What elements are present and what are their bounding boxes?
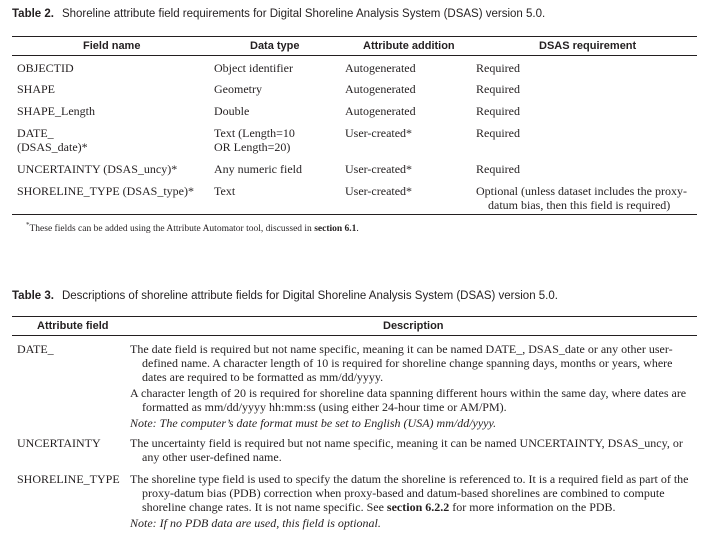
footnote-end: . — [356, 224, 359, 235]
table2-header-dsas-requirement: DSAS requirement — [539, 40, 637, 52]
table3-row3-field: SHORELINE_TYPE — [17, 472, 120, 486]
table2-row1-type: Object identifier — [214, 61, 293, 75]
table3-row3-para1 — [130, 472, 698, 514]
table2-row2-type: Geometry — [214, 82, 262, 96]
table3-row1-note: Note: The computer’s date format must be set to English (USA) mm/dd/yyyy. — [130, 416, 497, 430]
table3-row3-note: Note: If no PDB data are used, this field is optional. — [130, 516, 381, 530]
table2-row6-field: SHORELINE_TYPE (DSAS_type)* — [17, 184, 194, 198]
table2-caption — [12, 8, 545, 20]
table3-top-rule — [12, 316, 697, 317]
table3-row1-para2: A character length of 20 is required for shoreline data spanning different hours within the same day, where dates are formatted as mm/dd/yyyy hh:mm:ss (using either 24-hour time or AM/PM). — [130, 386, 687, 414]
table2-row4-addition: User-created* — [345, 126, 413, 140]
table2-title: Shoreline attribute field requirements for Digital Shoreline Analysis System (DSAS) version 5.0. — [61, 8, 546, 20]
table3-number: Table 3. — [12, 290, 54, 302]
table2-number: Table 2. — [12, 8, 54, 20]
table3-row2-description — [130, 436, 698, 466]
table2-footnote — [26, 221, 359, 234]
footnote-section-link[interactable]: section 6.1 — [314, 224, 357, 235]
table2-row2-requirement: Required — [476, 82, 520, 96]
table3-title: Descriptions of shoreline attribute fields for Digital Shoreline Analysis System (DSAS) version 5.0. — [61, 290, 558, 302]
table2-row4-type-cont: OR Length=20) — [214, 140, 291, 154]
table2-row3-field: SHAPE_Length — [17, 104, 95, 118]
table3-row1-description — [130, 342, 698, 432]
table2-row1-field: OBJECTID — [17, 61, 74, 75]
table2-header-field-name: Field name — [83, 40, 141, 52]
table2-header-data-type: Data type — [250, 40, 300, 52]
table3-header-description: Description — [383, 320, 444, 332]
table2-row3-type: Double — [214, 104, 250, 118]
table3-row3-para1-a: The shoreline type field is used to specify the datum the shoreline is referenced to. It is a required field as part of the proxy-datum bias (PDB) correction when proxy-based and datum-based shorelines are combined to compute shoreline change rates. It is not name specific. See — [130, 472, 689, 514]
table2-row4-requirement: Required — [476, 126, 520, 140]
table2-row6-requirement-cont: datum bias, then this field is required) — [488, 198, 671, 212]
table2-row2-addition: Autogenerated — [345, 82, 416, 96]
table3-header-attribute-field: Attribute field — [37, 320, 109, 332]
table3-row2-field: UNCERTAINTY — [17, 436, 101, 450]
table2-row1-addition: Autogenerated — [345, 61, 416, 75]
table3-header-rule — [12, 335, 697, 336]
table2-row4-type: Text (Length=10 — [214, 126, 295, 140]
table2-row2-field: SHAPE — [17, 82, 56, 96]
footnote-text: These fields can be added using the Attribute Automator tool, discussed in — [29, 224, 315, 235]
footnote-mark: * — [26, 221, 30, 229]
table2-row5-requirement: Required — [476, 162, 520, 176]
table3-caption — [12, 290, 558, 302]
table2-row5-field: UNCERTAINTY (DSAS_uncy)* — [17, 162, 178, 176]
table2-bottom-rule — [12, 214, 697, 215]
table2-row4-field: DATE_ — [17, 126, 54, 140]
table2-row3-requirement: Required — [476, 104, 520, 118]
table3-row2-para1: The uncertainty field is required but not name specific, meaning it can be named UNCERTAINTY, DSAS_uncy, or any other user-defined name. — [130, 436, 683, 464]
table2-row6-requirement: Optional (unless dataset includes the proxy- — [476, 184, 687, 198]
table3-row1-para1: The date field is required but not name specific, meaning it can be named DATE_, DSAS_date or any other user-defined name. A character length of 10 is required for shoreline change spanning days, months or years, where dates are required to be formatted as mm/dd/yyyy. — [130, 342, 673, 384]
table2-row5-addition: User-created* — [345, 162, 413, 176]
table2-header-rule — [12, 55, 697, 56]
table2-row4-field-alias: (DSAS_date)* — [17, 140, 88, 154]
table2-top-rule — [12, 36, 697, 37]
table3-row3-para1-b: for more information on the PDB. — [449, 500, 616, 514]
table3-row1-field: DATE_ — [17, 342, 54, 356]
table2-header-attribute-addition: Attribute addition — [363, 40, 455, 52]
table2-row6-addition: User-created* — [345, 184, 413, 198]
table2-row1-requirement: Required — [476, 61, 520, 75]
section-6-2-2-link[interactable]: section 6.2.2 — [386, 500, 450, 514]
table2-row6-type: Text — [214, 184, 236, 198]
table2-row3-addition: Autogenerated — [345, 104, 416, 118]
table2-row5-type: Any numeric field — [214, 162, 302, 176]
table3-row3-description — [130, 472, 698, 532]
